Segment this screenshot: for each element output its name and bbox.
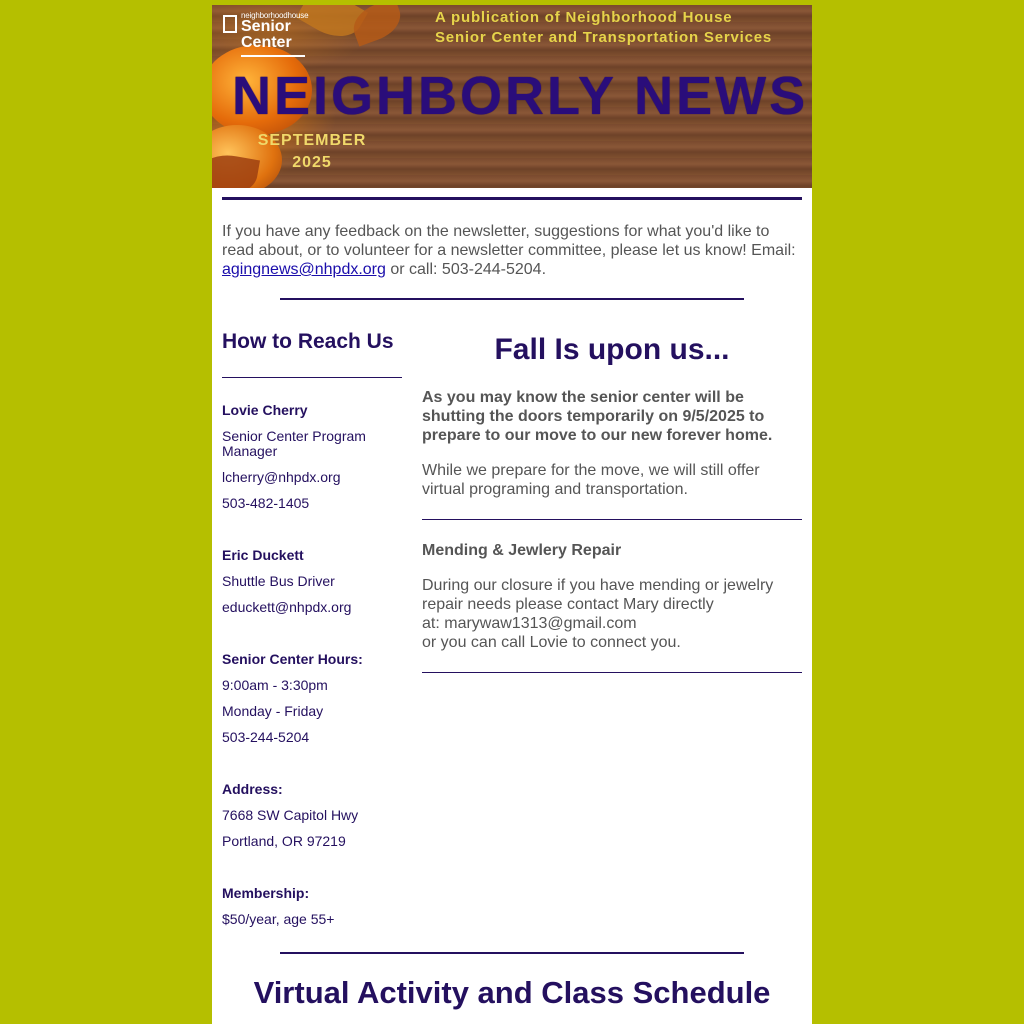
header-banner [212,5,812,188]
contact-email: educkett@nhpdx.org [222,599,352,615]
email-link[interactable]: agingnews@nhpdx.org [222,261,386,278]
article-divider-bottom [422,672,802,673]
reach-us-column [222,327,402,927]
contact-role: Senior Center Program Manager [222,428,366,459]
closure-notice: As you may know the senior center will be shutting the doors temporarily on 9/5/2025 to prepare to our move to our new forever home. [422,389,773,444]
issue-date [252,130,372,174]
divider-top [222,197,802,200]
issue-year: 2025 [292,154,332,171]
reach-us-title: How to Reach Us [222,330,394,353]
logo-title [241,19,292,51]
address-label: Address: [222,781,283,797]
reach-us-divider [222,377,402,378]
membership-label: Membership: [222,885,310,901]
fall-article-title: Fall Is upon us... [494,333,730,366]
contact-phone: 503-482-1405 [222,495,310,511]
address-line-2: Portland, OR 97219 [222,833,346,849]
contact-email: lcherry@nhpdx.org [222,469,341,485]
feedback-paragraph [222,222,804,279]
logo-line-center: Center [241,34,292,51]
hours-label: Senior Center Hours: [222,651,363,667]
hours-phone: 503-244-5204 [222,729,310,745]
contact-name: Eric Duckett [222,547,304,563]
masthead-title: NEIGHBORLY NEWS [232,66,809,126]
hours-time: 9:00am - 3:30pm [222,677,328,693]
mending-title: Mending & Jewlery Repair [422,542,622,559]
mending-line-1: During our closure if you have mending or jewelry repair needs please contact Mary directly [422,577,774,613]
mending-line-3: or you can call Lovie to connect you. [422,634,681,651]
article-divider [422,519,802,520]
logo-underline [241,55,305,57]
contact-name: Lovie Cherry [222,402,308,418]
divider-middle [280,298,744,300]
issue-month: SEPTEMBER [257,132,367,149]
logo-org-name: neighborhoodhouse [241,11,309,20]
mending-line-2: at: marywaw1313@gmail.com [422,615,637,632]
divider-bottom [280,952,744,954]
feedback-call-text: or call: 503-244-5204. [385,261,547,278]
senior-center-logo [223,11,318,56]
membership-value: $50/year, age 55+ [222,911,335,927]
publication-line-2: Senior Center and Transportation Services [435,29,773,46]
hours-days: Monday - Friday [222,703,324,719]
newsletter-page [212,5,812,1024]
logo-line-senior: Senior [241,18,291,35]
address-line-1: 7668 SW Capitol Hwy [222,807,359,823]
mending-text [422,576,802,652]
contact-role: Shuttle Bus Driver [222,573,335,589]
virtual-programming-note: While we prepare for the move, we will still offer virtual programing and transportation. [422,462,760,498]
house-logo-icon [223,15,237,33]
feedback-text: If you have any feedback on the newsletter, suggestions for what you'd like to read about, or to volunteer for a newsletter committee, please let us know! Email: [222,223,796,259]
schedule-title: Virtual Activity and Class Schedule [253,975,771,1010]
publication-line-1: A publication of Neighborhood House [435,9,733,26]
